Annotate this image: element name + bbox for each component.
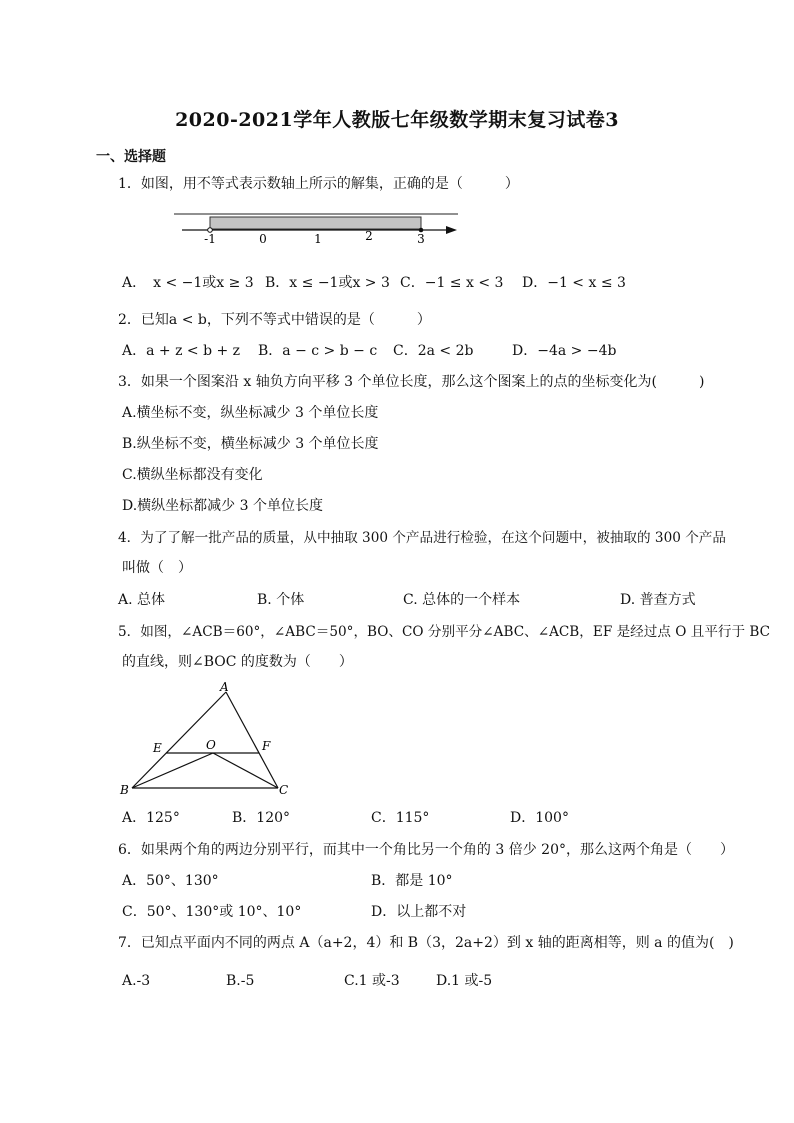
number-line-figure	[170, 206, 470, 246]
segment-bo	[132, 753, 213, 788]
vertex-label: B	[120, 783, 129, 797]
page-title: 2020-2021学年人教版七年级数学期末复习试卷3	[175, 109, 619, 131]
option-c: C．115°	[371, 810, 430, 826]
section-heading: 一、选择题	[96, 149, 166, 165]
option-b: B．a − c > b − c	[258, 343, 378, 359]
option-d: D．以上都不对	[371, 904, 467, 920]
tick-label: 1	[314, 232, 322, 246]
option-b: B．都是 10°	[371, 873, 453, 889]
question-3-stem: 3．如果一个图案沿 x 轴负方向平移 3 个单位长度，那么这个图案上的点的坐标变化为( )	[118, 374, 705, 390]
option-d: D. 普查方式	[620, 592, 696, 608]
option-a: A．a + z < b + z	[122, 343, 241, 359]
option-b: B．x ≤ −1或x > 3	[265, 275, 390, 291]
option-d: D．−1 < x ≤ 3	[522, 275, 626, 291]
question-2-stem: 2．已知a < b，下列不等式中错误的是（ ）	[118, 312, 431, 328]
option-b: B．120°	[232, 810, 291, 826]
tick-label: 0	[259, 232, 267, 246]
option-c: C．50°、130°或 10°、10°	[122, 904, 302, 920]
vertex-label: C	[279, 783, 289, 797]
vertex-label: A	[220, 680, 229, 694]
option-a: A．125°	[122, 810, 180, 826]
option-a: A.横坐标不变，纵坐标减少 3 个单位长度	[122, 405, 379, 421]
option-d: D．100°	[510, 810, 569, 826]
option-c: C. 总体的一个样本	[403, 592, 521, 608]
vertex-label: O	[206, 738, 216, 752]
option-d: D.1 或-5	[436, 973, 493, 989]
tick-label: -1	[204, 232, 216, 246]
option-d: D.横纵坐标都减少 3 个单位长度	[122, 498, 323, 514]
option-c: C.横纵坐标都没有变化	[122, 467, 263, 483]
option-a: A. 总体	[118, 592, 166, 608]
tick-label: 3	[417, 232, 425, 246]
option-c: C．2a < 2b	[393, 343, 474, 359]
vertex-label: F	[262, 739, 271, 753]
question-5-stem-line2: 的直线，则∠BOC 的度数为（ ）	[122, 654, 353, 670]
vertex-label: E	[153, 741, 162, 755]
arrow-head-icon	[446, 226, 457, 234]
triangle-figure	[112, 678, 302, 802]
option-b: B.纵坐标不变，横坐标减少 3 个单位长度	[122, 436, 379, 452]
option-c: C．−1 ≤ x < 3	[400, 275, 504, 291]
option-d: D．−4a > −4b	[512, 343, 617, 359]
question-4-stem-line1: 4．为了了解一批产品的质量，从中抽取 300 个产品进行检验，在这个问题中，被抽取的 300 个产品	[118, 530, 726, 546]
question-6-stem: 6．如果两个角的两边分别平行，而其中一个角比另一个角的 3 倍少 20°，那么这两个角是（ ）	[118, 842, 734, 858]
option-a: A.-3	[122, 973, 151, 989]
question-4-stem-line2: 叫做（ ）	[122, 560, 192, 576]
question-5-stem-line1: 5．如图，∠ACB＝60°，∠ABC＝50°，BO、CO 分别平分∠ABC、∠ACB，EF 是经过点 O 且平行于 BC	[118, 624, 771, 640]
tick-label: 2	[365, 229, 373, 243]
option-b: B.-5	[226, 973, 255, 989]
question-7-stem: 7．已知点平面内不同的两点 A（a+2，4）和 B（3，2a+2）到 x 轴的距离相等，则 a 的值为( )	[118, 935, 734, 951]
option-a: A． x < −1或x ≥ 3	[122, 275, 254, 291]
option-a: A．50°、130°	[122, 873, 219, 889]
option-c: C.1 或-3	[344, 973, 400, 989]
question-1-stem: 1．如图，用不等式表示数轴上所示的解集，正确的是（ ）	[118, 176, 519, 192]
option-b: B. 个体	[257, 592, 305, 608]
solution-set-shading	[210, 217, 421, 229]
